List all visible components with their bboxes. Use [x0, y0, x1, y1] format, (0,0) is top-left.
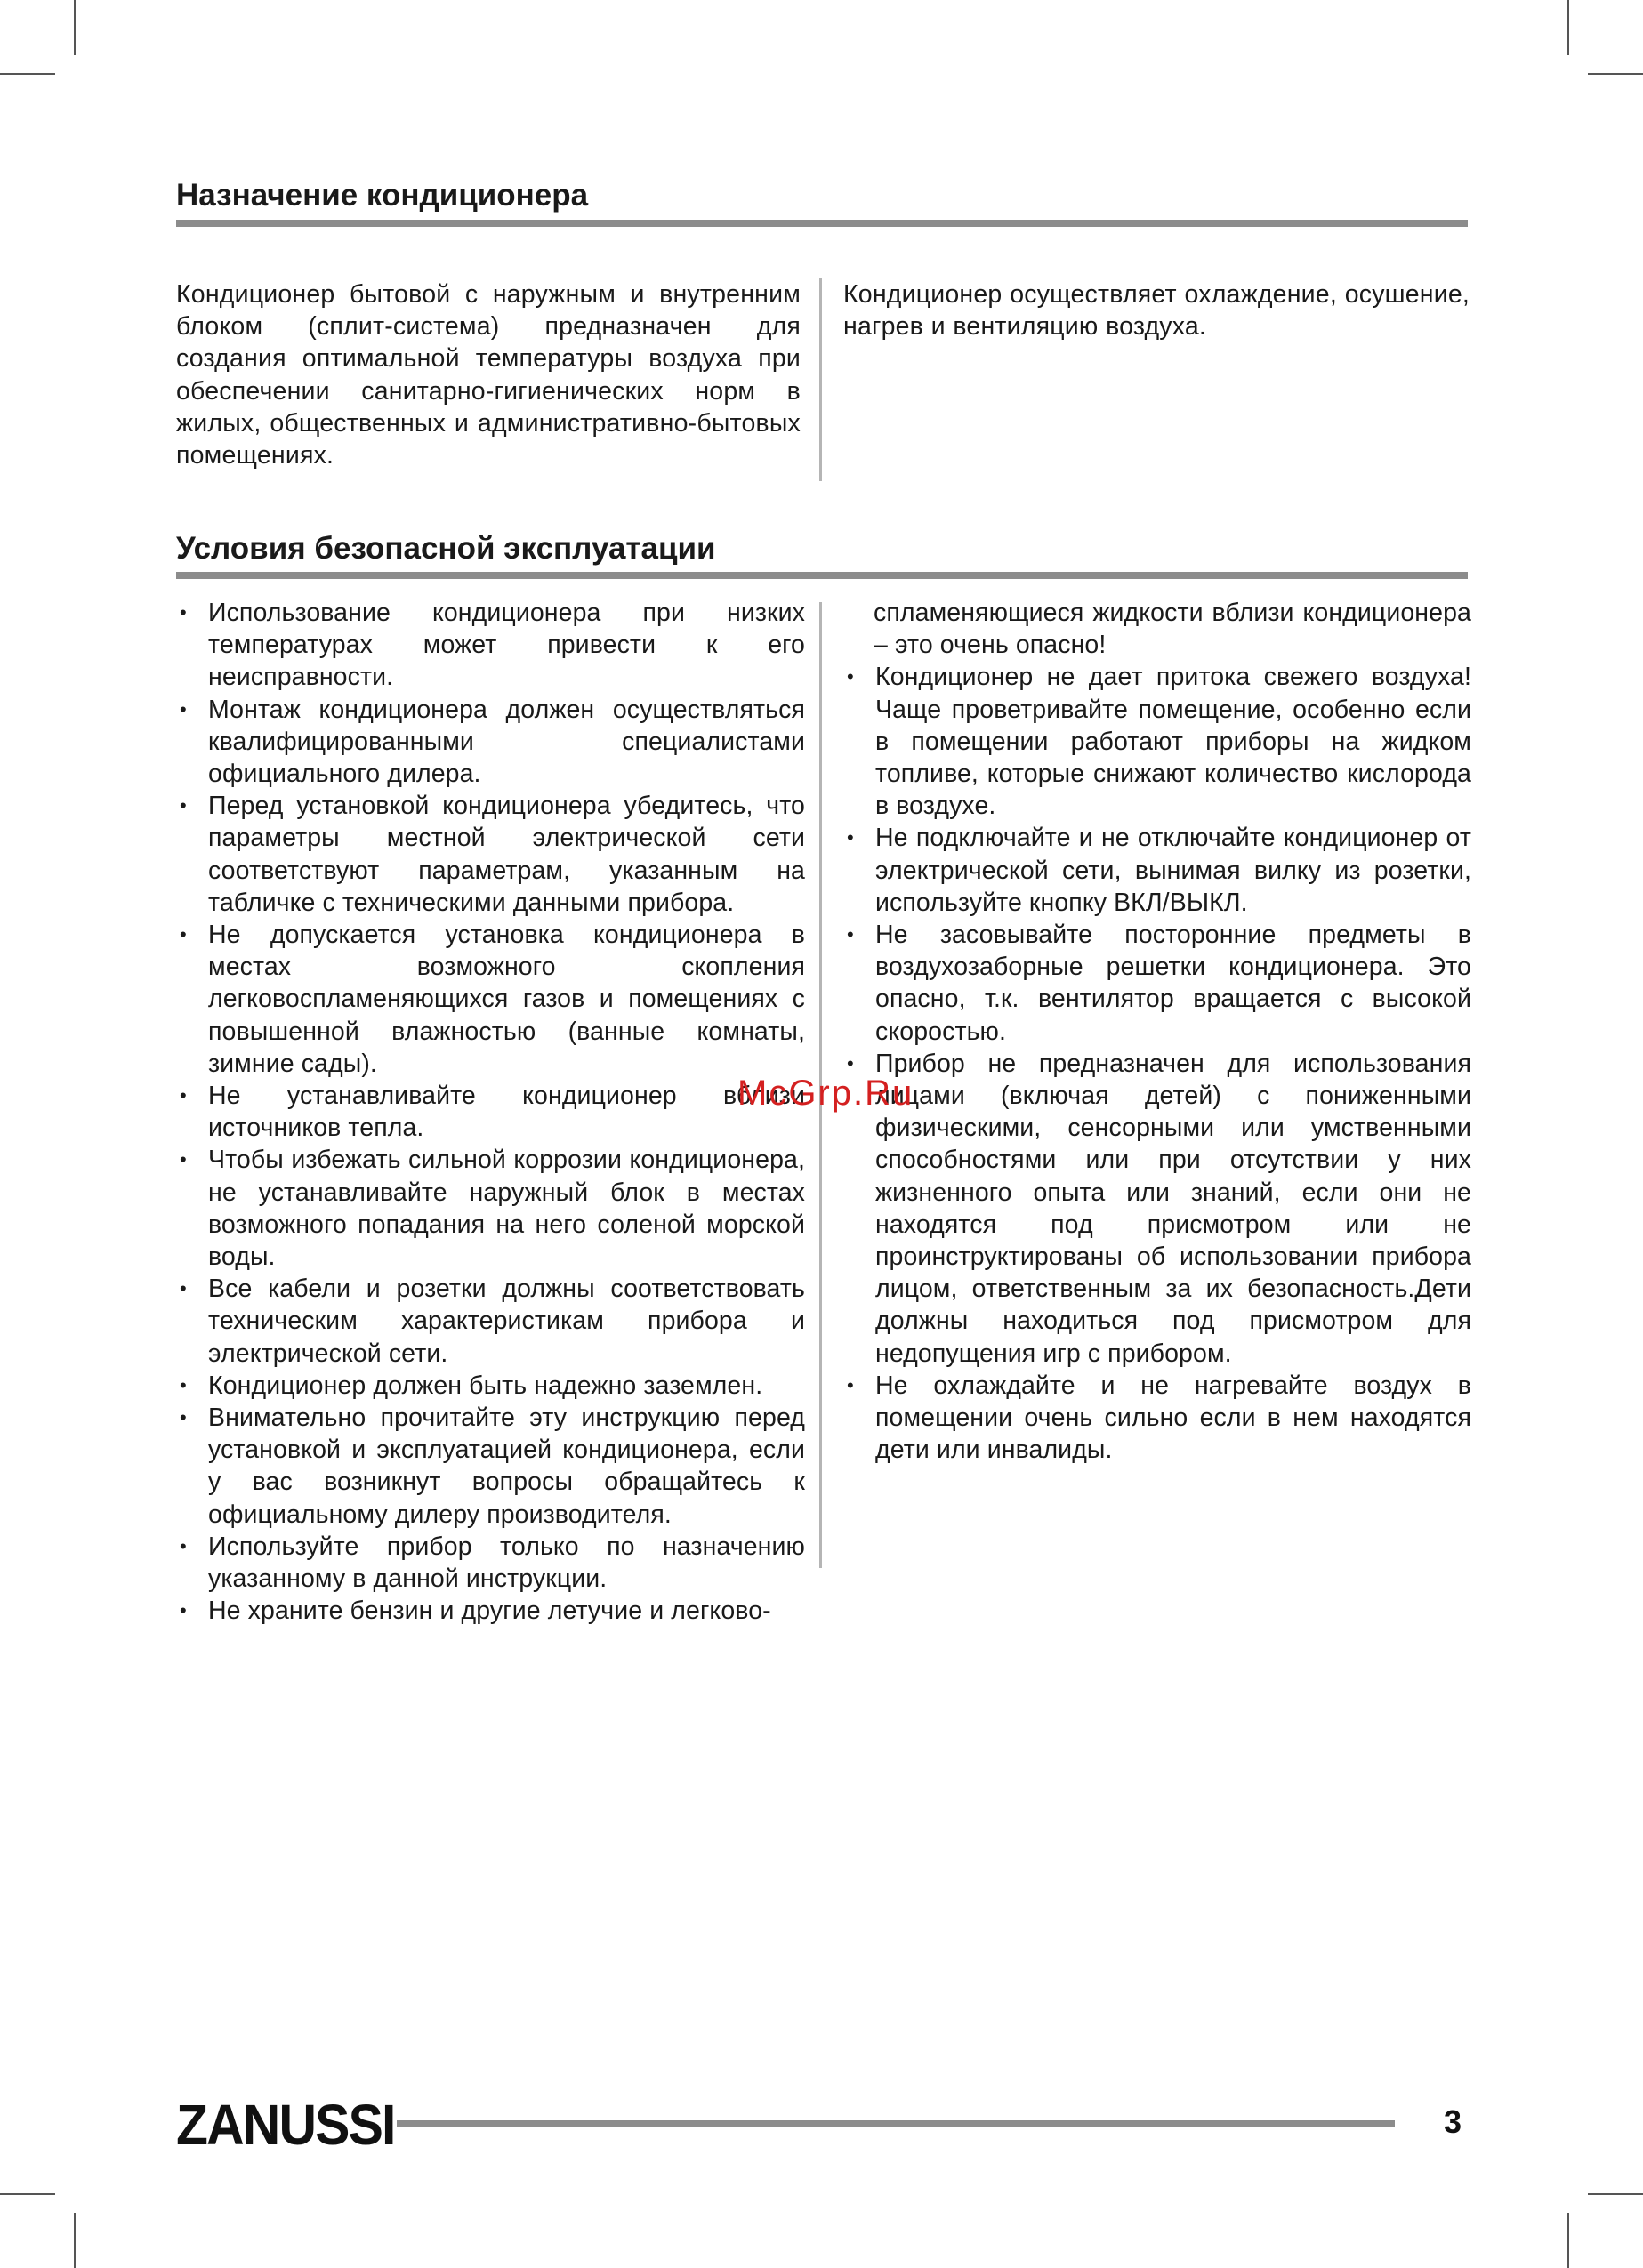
purpose-text-left: Кондиционер бытовой с наружным и внутренним блоком (сплит-система) предназначен для создания оптимальной температуры воздуха при обеспечении санитарно-гигиенических норм в жилых, общественных и административно-бытовых помещениях. [176, 280, 801, 470]
column-divider [819, 278, 822, 481]
list-item: • Монтаж кондиционера должен осуществляться квалифицированными специалистами официального дилера. [176, 694, 805, 791]
crop-mark [1588, 73, 1643, 75]
list-item: • Не засовывайте посторонние предметы в воздухозаборные решетки кондиционера. Это опасно, т.к. вентилятор вращается с высокой скоростью. [843, 919, 1471, 1048]
list-item: • Не допускается установка кондиционера в местах возможного скопления легковоспламеняющихся газов и помещениях с повышенной влажностью (ванные комнаты, зимние сады). [176, 919, 805, 1080]
brand-logo: ZANUSSI [176, 2093, 395, 2157]
crop-mark [74, 2213, 76, 2268]
crop-mark [1567, 2213, 1569, 2268]
list-item: • Не храните бензин и другие летучие и легково- [176, 1595, 805, 1627]
crop-mark [0, 73, 55, 75]
watermark: McGrp.Ru [737, 1074, 914, 1113]
list-item: • Кондиционер должен быть надежно заземлен. [176, 1370, 805, 1402]
section-rule [176, 220, 1468, 227]
section-title-purpose: Назначение кондиционера [176, 178, 589, 213]
safety-list-right [843, 597, 1471, 1466]
safety-list-left [176, 597, 805, 1628]
purpose-text-right: Кондиционер осуществляет охлаждение, осушение, нагрев и вентиляцию воздуха. [843, 280, 1470, 342]
list-item: • Не подключайте и не отключайте кондиционер от электрической сети, вынимая вилку из розетки, используйте кнопку ВКЛ/ВЫКЛ. [843, 822, 1471, 919]
footer-rule [397, 2120, 1395, 2127]
list-item: • Чтобы избежать сильной коррозии кондиционера, не устанавливайте наружный блок в местах возможного попадания на него соленой морской воды. [176, 1144, 805, 1273]
list-item: • Не охлаждайте и не нагревайте воздух в помещении очень сильно если в нем находятся дети или инвалиды. [843, 1370, 1471, 1467]
section-title-safety: Условия безопасной эксплуатации [176, 531, 716, 566]
list-item: • Не устанавливайте кондиционер вблизи источников тепла. [176, 1080, 805, 1144]
list-item: • Использование кондиционера при низких температурах может привести к его неисправности. [176, 597, 805, 694]
list-item: • Внимательно прочитайте эту инструкцию перед установкой и эксплуатацией кондиционера, если у вас возникнут вопросы обращайтесь к официальному дилеру производителя. [176, 1402, 805, 1531]
crop-mark [74, 0, 76, 55]
section-rule [176, 572, 1468, 579]
list-item: • Все кабели и розетки должны соответствовать техническим характеристикам прибора и электрической сети. [176, 1273, 805, 1370]
list-item: • Прибор не предназначен для использования лицами (включая детей) с пониженными физическими, сенсорными или умственными способностями или при отсутствии у них жизненного опыта или знаний, если они не находятся под присмотром или не проинструктированы об использовании прибора лицом, ответственным за их безопасность.Дети должны находиться под присмотром для недопущения игр с прибором. [843, 1048, 1471, 1370]
list-item: • Используйте прибор только по назначению указанному в данной инструкции. [176, 1531, 805, 1595]
list-item: • Перед установкой кондиционера убедитесь, что параметры местной электрической сети соответствуют параметрам, указанным на табличке с техническими данными прибора. [176, 790, 805, 919]
crop-mark [1588, 2193, 1643, 2195]
list-item: • Кондиционер не дает притока свежего воздуха! Чаще проветривайте помещение, особенно если в помещении работают приборы на жидком топливе, которые снижают количество кислорода в воздухе. [843, 661, 1471, 822]
list-item-continuation: спламеняющиеся жидкости вблизи кондиционера – это очень опасно! [874, 599, 1471, 660]
crop-mark [0, 2193, 55, 2195]
crop-mark [1567, 0, 1569, 55]
page-number: 3 [1444, 2103, 1462, 2140]
